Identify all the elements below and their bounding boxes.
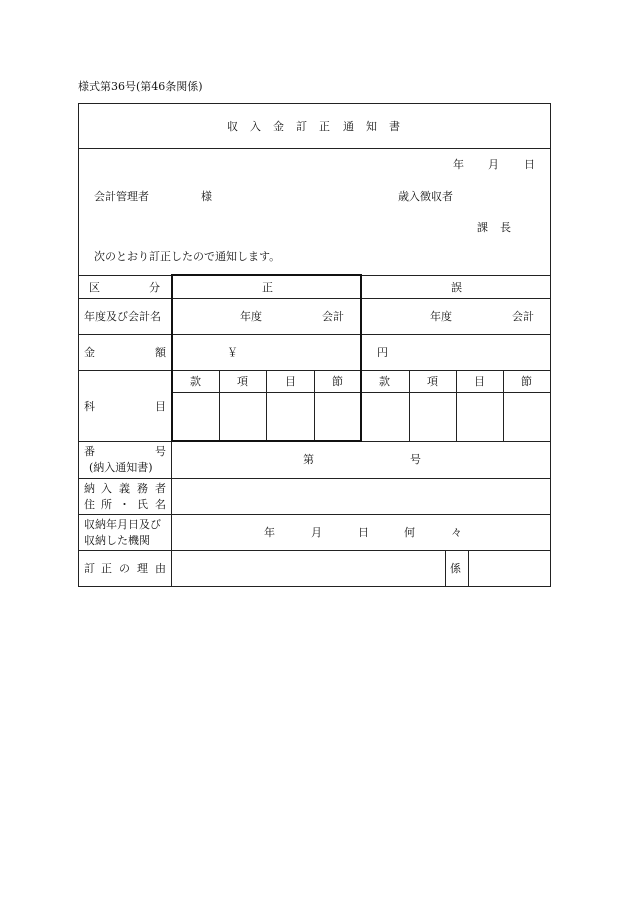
kamoku-label-1: 科 (84, 400, 95, 413)
kamoku-correct-moku: 目 (285, 375, 296, 388)
kamoku-wrong-moku: 目 (474, 375, 485, 388)
nendo-wrong-kaikei: 会計 (512, 310, 534, 323)
sender-title: 歳入徴収者 (398, 190, 453, 203)
row-line-kingaku-top (78, 334, 551, 335)
nendo-correct-year: 年度 (240, 310, 262, 323)
kamoku-wrong-kan: 款 (379, 375, 390, 388)
sender-chief: 長 (500, 221, 511, 234)
shuno-tsuki: 月 (311, 526, 322, 539)
riyu-divider-1 (445, 550, 446, 586)
frame-bottom (78, 586, 551, 587)
kamoku-correct-kan: 款 (190, 375, 201, 388)
form-number: 様式第36号(第46条関係) (78, 80, 203, 93)
kubun-label-2: 分 (149, 281, 160, 294)
kamoku-wrong-kou: 項 (427, 375, 438, 388)
kamoku-wrong-setsu: 節 (521, 375, 532, 388)
bango-label-1: 番 (84, 445, 95, 458)
title-divider (78, 148, 551, 149)
nendo-correct-kaikei: 会計 (322, 310, 344, 323)
bango-go: 号 (410, 453, 421, 466)
riyu-kakari: 係 (450, 562, 461, 575)
frame-top (78, 103, 551, 104)
correct-box-bottom (171, 440, 362, 442)
sender-section: 課 (477, 221, 488, 234)
kubun-wrong: 誤 (451, 281, 462, 294)
yen-unit: 円 (377, 346, 388, 359)
kingaku-label-1: 金 (84, 346, 95, 359)
yen-mark: ￥ (227, 346, 238, 359)
addressee-name: 会計管理者 (94, 190, 149, 203)
kamoku-col-div-7 (503, 370, 504, 441)
addressee-honorific: 様 (201, 190, 212, 203)
date-year: 年 (453, 158, 464, 171)
kamoku-col-div-3 (314, 370, 315, 441)
correct-box-top (171, 274, 362, 276)
date-month: 月 (488, 158, 499, 171)
bango-dai: 第 (303, 453, 314, 466)
kamoku-col-div-5 (409, 370, 410, 441)
kamoku-col-div-2 (266, 370, 267, 441)
correct-box-left (171, 274, 173, 442)
bango-label-sub: (納入通知書) (89, 461, 153, 474)
shuno-label-2: 収納した機関 (84, 534, 150, 547)
row-line-nendo-top (78, 298, 551, 299)
shuno-hi: 日 (358, 526, 369, 539)
kamoku-label-2: 目 (155, 400, 166, 413)
kamoku-col-div-6 (456, 370, 457, 441)
kingaku-label-2: 額 (155, 346, 166, 359)
shuno-odoriji: 々 (451, 526, 462, 539)
shuno-nen: 年 (264, 526, 275, 539)
kubun-label-1: 区 (89, 281, 100, 294)
kamoku-col-div-1 (219, 370, 220, 441)
intro-text: 次のとおり訂正したので通知します。 (94, 250, 281, 263)
kamoku-correct-setsu: 節 (332, 375, 343, 388)
date-day: 日 (524, 158, 535, 171)
kamoku-correct-kou: 項 (237, 375, 248, 388)
row-line-gimusha-top (78, 478, 551, 479)
shuno-nani: 何 (404, 526, 415, 539)
shuno-label-1: 収納年月日及び (84, 518, 161, 531)
row-line-shuno-top (78, 514, 551, 515)
riyu-divider-2 (468, 550, 469, 586)
nendo-wrong-year: 年度 (430, 310, 452, 323)
nendo-label: 年度及び会計名 (84, 310, 161, 323)
bango-label-2: 号 (155, 445, 166, 458)
correct-box-right (360, 274, 362, 442)
kubun-correct: 正 (262, 281, 273, 294)
row-line-riyu-top (78, 550, 551, 551)
